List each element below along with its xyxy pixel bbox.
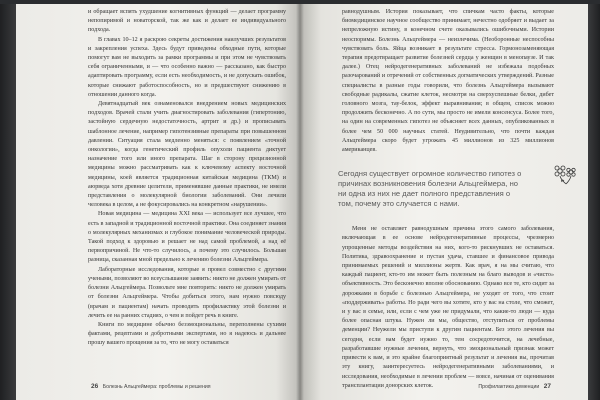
flower-ornament-icon <box>552 163 580 185</box>
right-page-footer <box>478 383 554 390</box>
left-page-number: 26 <box>91 383 99 390</box>
background-left <box>0 0 16 400</box>
background-right <box>588 0 600 400</box>
right-paragraph: Меня не оставляет равнодушным причина этого самого заболевания, включающая в ее основе нейродегенеративные процессы, чрезмерно упрощенные методы воздействия на них, кого-то рискнувших не оставаться. Политика, здравоохранение и пустая удача, ставшее и финансовое привода принимаемых решений и миллионы жертв. Как врач, я на мы считаю, что каждый пациент, кто-то им может быть полезным на благо выводов и «чисто» объективность. Это бесконечно вполне обоснованию. Однако все те, кто сидит за дорожками в борьбе с болезнью Альцгеймера, не уходят от того, что стоит «поддерживать» работы. Но ради чего вы хотите, кто у вас на столе, что сможет, и у вас в семье, или, если с чем уже не придумали, что какие-то люди — куда более опасная штука. Нужен ли мы, общество, отступиться от проблемы деменции? Неужели мы приступи к другим пациентам. Без этого лечения вы сегодня, если вам будет нужно то, тем сосредоточится, на лечебные, разработавшие нужные лечения, вернуть, что эмоциональный признак может привести к вам, и это крайне благоприятный результат и лечения вы, прочитав эту книгу, заинтересуетесь нейродегенеративными заболеваниями, и исследования, необходимые в лечении проблем — вовсе, начиная от оценивания трансплантации донорских клеток. <box>342 226 554 389</box>
left-page-text <box>88 8 286 349</box>
left-paragraph: Лабораторные исследования, которые я провел совместно с другими учеными, позволяют во всеуслышание заявить: никто не должен умирать от болезни Альцгеймера. Позвольте мне повторить: никто не должен умирать от болезни Альцгеймера. Чтобы добиться этого, нам нужно повсюду (врачам и пациентам) начать проводить профилактику этой болезни и лечить ее на ранних стадиях, о чем и пойдет речь в книге. <box>88 266 286 319</box>
background-top <box>0 0 600 4</box>
left-running-title: Болезнь Альцгеймера: проблемы и решения <box>102 384 211 390</box>
pull-quote-text: Сегодня существует огромное количество гипотез о причинах возникновения болезни Альцгеймера, но ни одна из них не дает полного представления о том, почему это случается с нами. <box>338 169 522 209</box>
pull-quote <box>334 163 554 215</box>
left-paragraph: и обращает вспять ухудшение когнитивных функций — делает программу непопиримой и новаторской, так же как и делает ее индивидуального подхода. <box>88 9 286 34</box>
left-page-footer <box>88 383 211 390</box>
right-page <box>300 0 600 400</box>
right-page-number: 27 <box>543 383 551 390</box>
right-page-text <box>338 8 554 391</box>
left-paragraph: Девятнадцатый век ознаменовался внедрением новых медицинских подходов. Врачей стали учить диагностировать заболевания (гипертонию, застойную сердечную недостаточность, артрит и др.) и прописывать шаблонное лечение, например гипотензивные препараты при повышенном давлении. Ситуация стала медленно меняться: с появлением «точной онкологии», когда генетический профиль опухоли пациента диктует назначение того или иного препарата. Шаг в сторону прецизионной медицины можно рассматривать как к ключевому аспекту восточной медицины, коей является традиционная китайская медицина (ТКМ) и аюрведа хотя древние целители, применявшие данные практики, не имели представления о молекулярной биологии заболеваний. Они лечили человека в целом, а не фокусировались на конкретном «нарушении». <box>88 101 286 209</box>
right-paragraph: равнодушным. История показывает, что спичкам часто факты, которые биомедицинское научное сообщество принимает, нечестно одобряет и выдает за непреложную истину, в конечном счете оказывались ошибочными. Истории неоспоримы. Болезнь Альцгеймера — неизлечима. (Необоронные неспособны чувствовать боль. Яйца возникает в результате стресса. Гормонозаменяющая терапия предотвращает развитие болезней сердца у женщин в менопаузе. И так далее.) Отец нейродегенеративных заболеваний не избежала подобных разочарований и отречений от собственных догматических утверждений. Разные специалисты в разные годы говорили, что болезнь Альцгеймера вызывают свободные радикалы, сжатие клеток, несмотря на сверхуспешные белки, дибет головного мозга, тау-белок, эффект выравнивания; в общем, список можно продолжить бесконечно. А по сути, мы просто не имели консенсуса. Более того, на один на современных гипотез не объясняет всех данных, опубликованных в более чем 50 000 научных статей. Неудивительно, что почти каждая Альцгеймера скоро будет угрожать 45 миллионов из 325 миллионов американцев. <box>342 9 554 154</box>
book-gutter <box>296 0 304 400</box>
left-paragraph: Новая медицина — медицина XXI века — использует все лучшее, что есть в западной и традиционной восточной практике. Она соединяет знания о молекулярных механизмах и глубокое понимание человеческой природы. Такой подход к здоровью и решает не над самой проблемой, а над её первопричиной. Не что-то случилось, а почему это случилось. Большая разница, сказанная мной предельно к лечению болезни Альцгеймера. <box>88 211 286 264</box>
left-paragraph: В главах 10–12 я раскрою секреты достижения наилучших результатов и закрепления успеха. Здесь будут приведены обходные пути, которые помогут вам не выходить за рамки программы и при этом не чувствовать себя ограниченными, и — что особенно важно — рассказано, как быстро адаптировать программу, если есть необходимость, и не допускать ошибок, которые снижают работоспособность, но и предшествуют снижению в отношении данного когда. <box>88 36 286 98</box>
left-paragraph: Книги по медицине обычно безэмоциональны, переполнены сухими фактами, рецептами и добротными экспертами, но я надеюсь и дальнее прошу вашего прощения за то, что не могу оставаться <box>88 321 286 347</box>
right-running-title: Профилактика деменции <box>478 384 540 390</box>
